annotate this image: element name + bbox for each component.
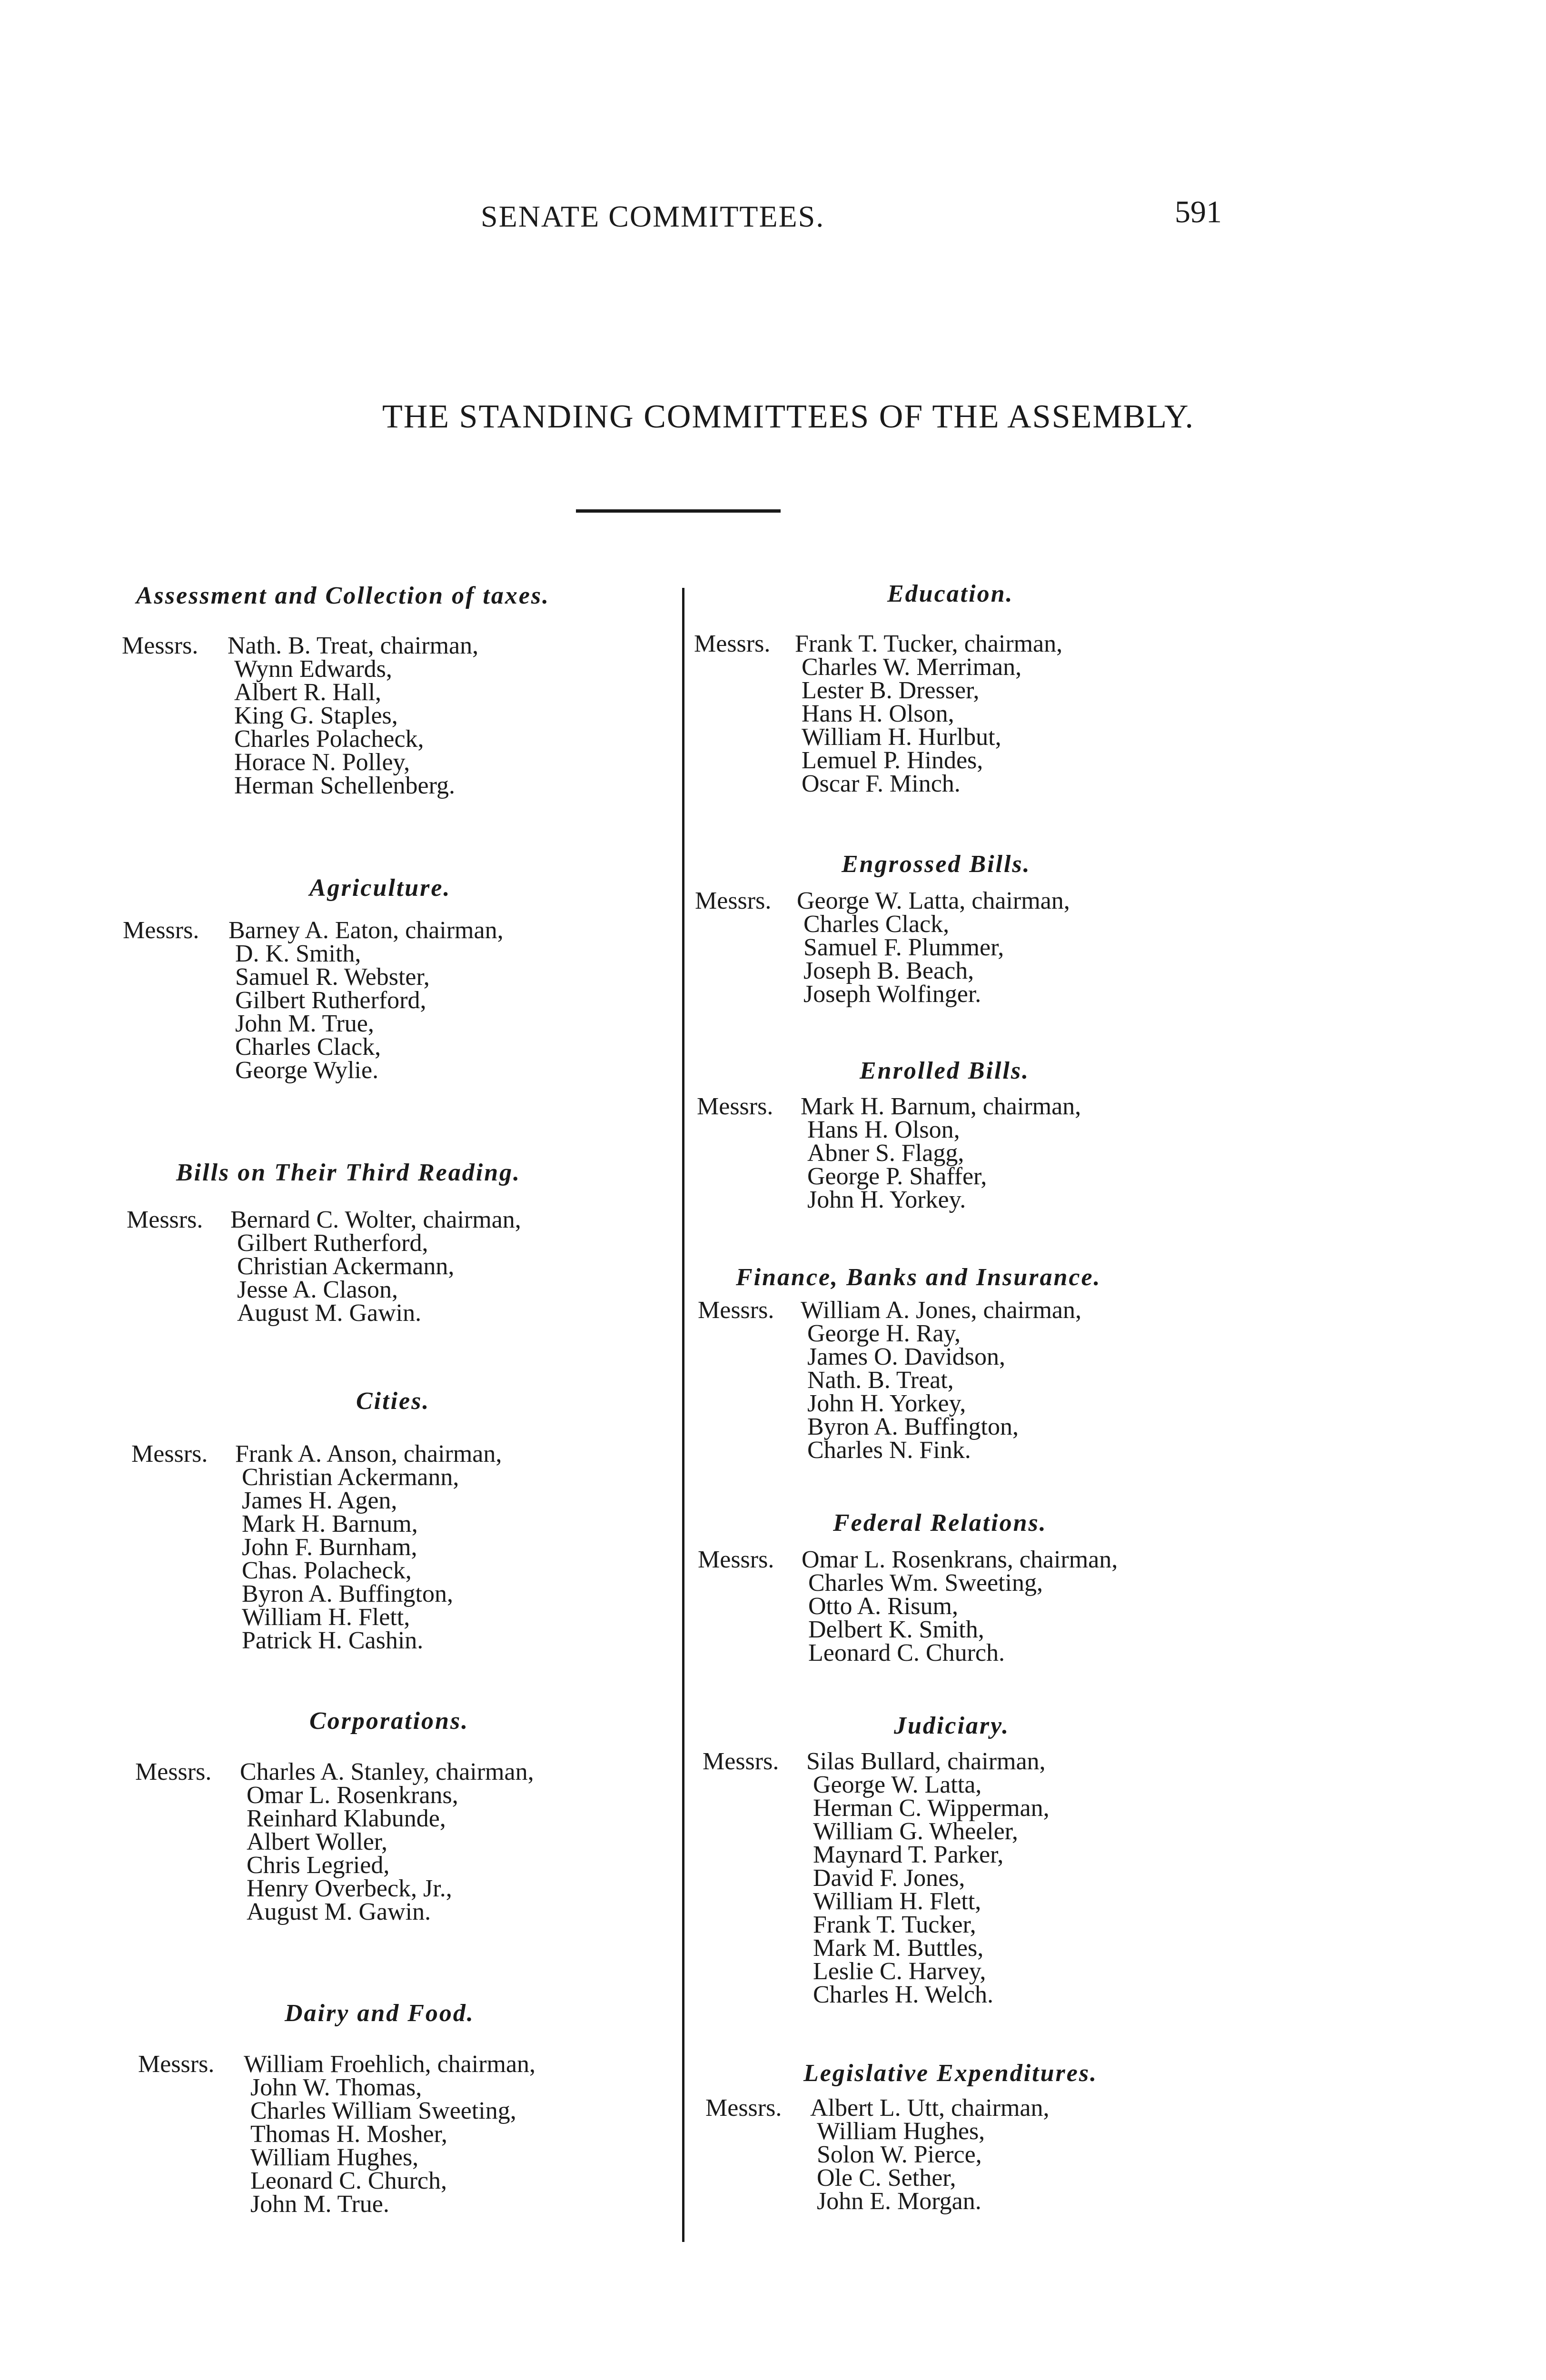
- member-name: Christian Ackermann,: [242, 1464, 459, 1491]
- member-name: John H. Yorkey,: [807, 1390, 966, 1417]
- member-name: David F. Jones,: [813, 1864, 965, 1892]
- running-header: SENATE COMMITTEES.: [481, 199, 825, 233]
- member-name: Frank T. Tucker,: [813, 1911, 976, 1938]
- messrs-label: Messrs.: [698, 1546, 774, 1573]
- member-name: Charles A. Stanley, chairman,: [240, 1758, 534, 1785]
- member-name: Silas Bullard, chairman,: [806, 1748, 1046, 1775]
- member-name: Leonard C. Church,: [250, 2167, 447, 2194]
- member-name: Charles W. Merriman,: [802, 654, 1022, 681]
- member-name: Charles H. Welch.: [813, 1981, 993, 2008]
- member-name: Albert Woller,: [247, 1828, 388, 1855]
- committee-title-enrolled-bills: Enrolled Bills.: [860, 1057, 1030, 1084]
- committee-title-engrossed-bills: Engrossed Bills.: [842, 851, 1031, 878]
- messrs-label: Messrs.: [138, 2051, 215, 2078]
- member-name: August M. Gawin.: [247, 1898, 431, 1925]
- member-name: Thomas H. Mosher,: [250, 2121, 447, 2148]
- member-name: Reinhard Klabunde,: [247, 1805, 446, 1832]
- member-name: Abner S. Flagg,: [807, 1140, 964, 1167]
- member-name: William H. Flett,: [242, 1604, 410, 1631]
- messrs-label: Messrs.: [135, 1758, 212, 1785]
- member-name: William H. Flett,: [813, 1888, 981, 1915]
- page-title: THE STANDING COMMITTEES OF THE ASSEMBLY.: [382, 398, 1195, 435]
- member-list: [230, 1208, 521, 1325]
- member-name: William A. Jones, chairman,: [801, 1297, 1082, 1324]
- member-name: Ole C. Sether,: [817, 2164, 956, 2192]
- messrs-label: Messrs.: [122, 632, 198, 659]
- member-name: Patrick H. Cashin.: [242, 1627, 424, 1654]
- member-name: Joseph B. Beach,: [803, 957, 974, 984]
- member-list: [244, 2053, 535, 2216]
- messrs-label: Messrs.: [703, 1748, 779, 1775]
- member-name: Jesse A. Clason,: [237, 1276, 398, 1303]
- member-list: [797, 889, 1070, 1006]
- member-name: Mark H. Barnum,: [242, 1510, 418, 1537]
- member-name: Solon W. Pierce,: [817, 2141, 982, 2168]
- member-name: William Hughes,: [250, 2144, 419, 2171]
- member-name: Henry Overbeck, Jr.,: [247, 1875, 452, 1902]
- member-name: George W. Latta,: [813, 1771, 982, 1798]
- member-name: William G. Wheeler,: [813, 1818, 1018, 1845]
- member-name: James O. Davidson,: [807, 1343, 1005, 1370]
- committee-title-assessment-and-collection-of-taxes: Assessment and Collection of taxes.: [136, 582, 550, 609]
- member-name: Mark M. Buttles,: [813, 1934, 984, 1962]
- member-list: [801, 1299, 1081, 1462]
- member-list: [806, 1750, 1050, 2006]
- member-name: Charles William Sweeting,: [250, 2097, 516, 2124]
- member-name: Albert L. Utt, chairman,: [810, 2094, 1050, 2122]
- member-name: George W. Latta, chairman,: [797, 887, 1070, 914]
- member-name: William Froehlich, chairman,: [244, 2051, 536, 2078]
- committee-title-dairy-and-food: Dairy and Food.: [285, 2000, 475, 2027]
- member-list: [801, 1095, 1081, 1211]
- messrs-label: Messrs.: [131, 1440, 208, 1468]
- member-name: D. K. Smith,: [235, 940, 361, 967]
- member-name: Albert R. Hall,: [234, 679, 382, 706]
- member-name: John F. Burnham,: [242, 1534, 417, 1561]
- member-name: Horace N. Polley,: [234, 749, 410, 776]
- messrs-label: Messrs.: [695, 887, 772, 914]
- member-name: Delbert K. Smith,: [808, 1616, 984, 1643]
- member-name: Chris Legried,: [247, 1852, 390, 1879]
- member-name: George H. Ray,: [807, 1320, 961, 1347]
- member-name: Otto A. Risum,: [808, 1593, 958, 1620]
- member-list: [810, 2096, 1050, 2213]
- member-name: King G. Staples,: [234, 702, 398, 729]
- member-name: John W. Thomas,: [250, 2074, 422, 2101]
- member-name: William H. Hurlbut,: [802, 724, 1001, 751]
- messrs-label: Messrs.: [694, 630, 771, 657]
- member-name: Byron A. Buffington,: [807, 1413, 1019, 1440]
- member-list: [235, 1442, 502, 1652]
- member-name: George P. Shaffer,: [807, 1163, 987, 1190]
- member-name: Mark H. Barnum, chairman,: [801, 1093, 1081, 1120]
- member-name: Lemuel P. Hindes,: [802, 747, 983, 774]
- member-name: Herman Schellenberg.: [234, 772, 455, 799]
- member-list: [240, 1760, 534, 1924]
- member-name: Nath. B. Treat,: [807, 1367, 954, 1394]
- committee-title-corporations: Corporations.: [309, 1707, 469, 1735]
- committee-title-judiciary: Judiciary.: [894, 1712, 1010, 1739]
- member-name: Samuel R. Webster,: [235, 963, 430, 991]
- member-name: Leonard C. Church.: [808, 1639, 1005, 1666]
- member-name: John M. True,: [235, 1010, 374, 1037]
- member-name: Frank T. Tucker, chairman,: [795, 630, 1063, 657]
- member-name: John E. Morgan.: [817, 2188, 981, 2215]
- member-name: Maynard T. Parker,: [813, 1841, 1004, 1868]
- member-name: Wynn Edwards,: [234, 655, 392, 683]
- member-name: Omar L. Rosenkrans,: [247, 1782, 458, 1809]
- member-list: [228, 919, 504, 1082]
- committee-title-finance-banks-and-insurance: Finance, Banks and Insurance.: [736, 1264, 1101, 1291]
- member-name: Hans H. Olson,: [807, 1116, 960, 1143]
- member-name: Charles Clack,: [803, 911, 950, 938]
- committee-title-legislative-expenditures: Legislative Expenditures.: [803, 2060, 1098, 2087]
- member-name: Frank A. Anson, chairman,: [235, 1440, 502, 1468]
- member-name: Oscar F. Minch.: [802, 770, 961, 797]
- messrs-label: Messrs.: [698, 1297, 774, 1324]
- member-name: Charles Polacheck,: [234, 725, 424, 753]
- member-name: August M. Gawin.: [237, 1299, 422, 1327]
- member-name: Gilbert Rutherford,: [235, 987, 426, 1014]
- member-name: Joseph Wolfinger.: [803, 981, 981, 1008]
- messrs-label: Messrs.: [123, 917, 199, 944]
- column-divider: [682, 588, 684, 2242]
- member-name: James H. Agen,: [242, 1487, 397, 1514]
- member-name: Chas. Polacheck,: [242, 1557, 412, 1584]
- committee-title-federal-relations: Federal Relations.: [833, 1509, 1047, 1537]
- member-name: Leslie C. Harvey,: [813, 1958, 986, 1985]
- member-name: John M. True.: [250, 2191, 389, 2218]
- member-name: Bernard C. Wolter, chairman,: [230, 1206, 521, 1233]
- member-name: Samuel F. Plummer,: [803, 934, 1004, 961]
- member-name: Omar L. Rosenkrans, chairman,: [802, 1546, 1118, 1573]
- member-list: [802, 1548, 1118, 1665]
- committee-title-education: Education.: [887, 580, 1014, 607]
- member-name: Charles Clack,: [235, 1033, 381, 1061]
- member-name: Nath. B. Treat, chairman,: [228, 632, 479, 659]
- title-rule: [576, 509, 781, 513]
- member-name: Hans H. Olson,: [802, 700, 954, 727]
- member-name: William Hughes,: [817, 2118, 985, 2145]
- messrs-label: Messrs.: [705, 2094, 782, 2122]
- committee-title-bills-on-their-third-reading: Bills on Their Third Reading.: [176, 1159, 521, 1186]
- member-name: John H. Yorkey.: [807, 1186, 966, 1213]
- member-name: Byron A. Buffington,: [242, 1580, 453, 1607]
- page-number: 591: [1175, 195, 1222, 229]
- member-name: Charles Wm. Sweeting,: [808, 1569, 1043, 1597]
- member-list: [228, 634, 478, 797]
- member-name: Gilbert Rutherford,: [237, 1230, 428, 1257]
- member-name: Christian Ackermann,: [237, 1253, 455, 1280]
- messrs-label: Messrs.: [127, 1206, 203, 1233]
- member-name: Lester B. Dresser,: [802, 677, 980, 704]
- committee-title-cities: Cities.: [356, 1388, 430, 1415]
- member-name: Charles N. Fink.: [807, 1437, 971, 1464]
- member-list: [795, 632, 1062, 795]
- member-name: Barney A. Eaton, chairman,: [228, 917, 504, 944]
- member-name: George Wylie.: [235, 1057, 379, 1084]
- committee-title-agriculture: Agriculture.: [309, 874, 451, 902]
- messrs-label: Messrs.: [697, 1093, 773, 1120]
- member-name: Herman C. Wipperman,: [813, 1795, 1050, 1822]
